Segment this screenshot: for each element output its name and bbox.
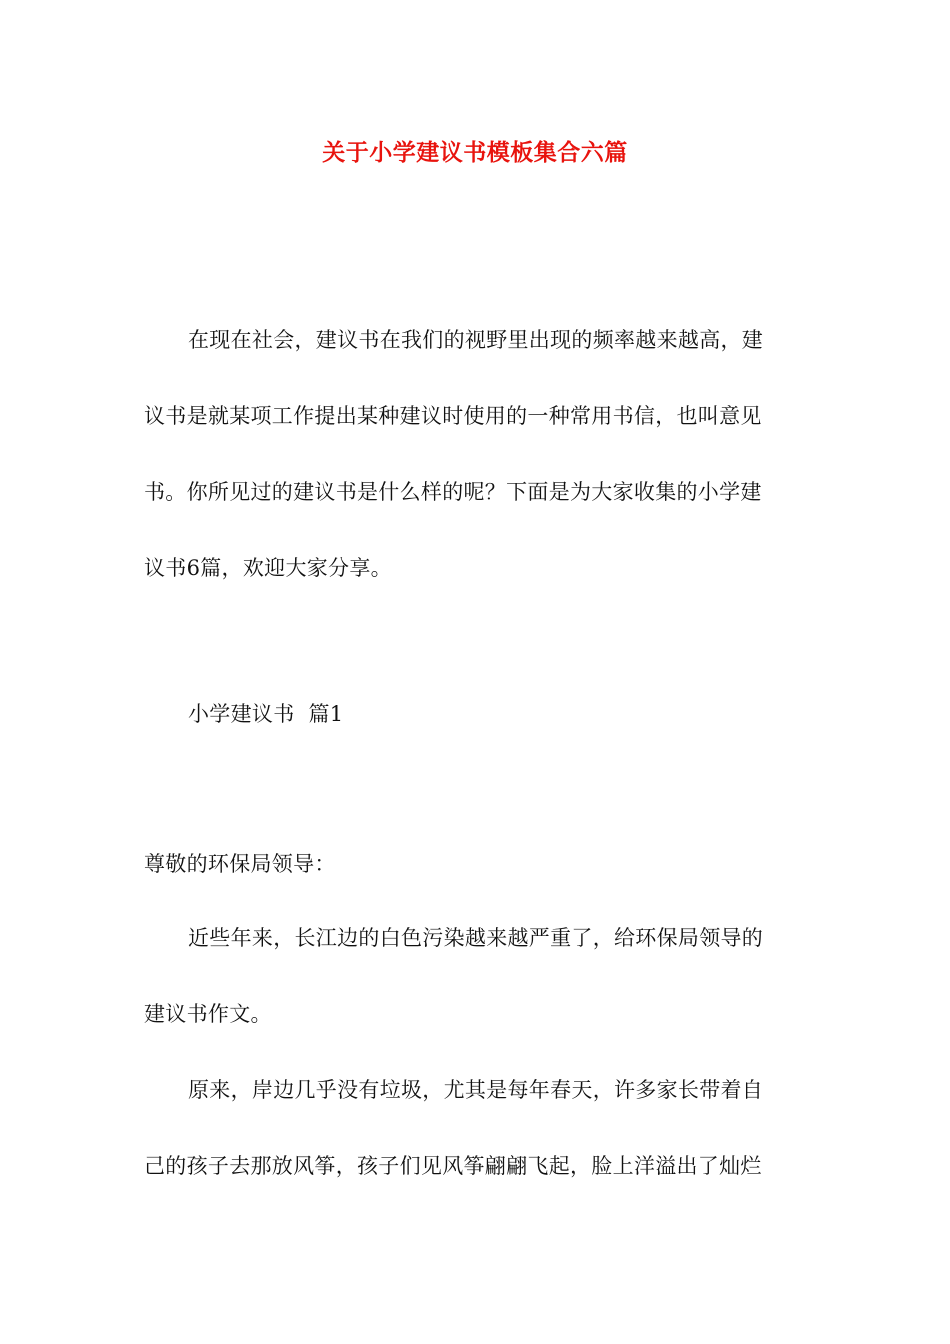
- intro-paragraph: [144, 302, 806, 606]
- letter-salutation: [144, 826, 806, 902]
- section-heading-text: 小学建议书 篇1: [188, 702, 344, 726]
- paragraph-line: 己的孩子去那放风筝，孩子们见风筝翩翩飞起，脸上洋溢出了灿烂: [144, 1154, 762, 1178]
- salutation-text: 尊敬的环保局领导：: [144, 852, 336, 876]
- document-title: 关于小学建议书模板集合六篇: [322, 139, 628, 166]
- paragraph-line: 原来，岸边几乎没有垃圾，尤其是每年春天，许多家长带着自: [188, 1078, 764, 1102]
- paragraph-line: 近些年来，长江边的白色污染越来越严重了，给环保局领导的: [188, 926, 764, 950]
- intro-line: 议书6篇，欢迎大家分享。: [144, 556, 392, 580]
- section-heading: [144, 676, 806, 752]
- letter-paragraph: [144, 900, 806, 1052]
- intro-line: 在现在社会，建议书在我们的视野里出现的频率越来越高，建: [188, 328, 764, 352]
- letter-paragraph: [144, 1052, 806, 1204]
- intro-line: 书。你所见过的建议书是什么样的呢？下面是为大家收集的小学建: [144, 480, 762, 504]
- intro-line: 议书是就某项工作提出某种建议时使用的一种常用书信，也叫意见: [144, 404, 762, 428]
- paragraph-line: 建议书作文。: [144, 1002, 272, 1026]
